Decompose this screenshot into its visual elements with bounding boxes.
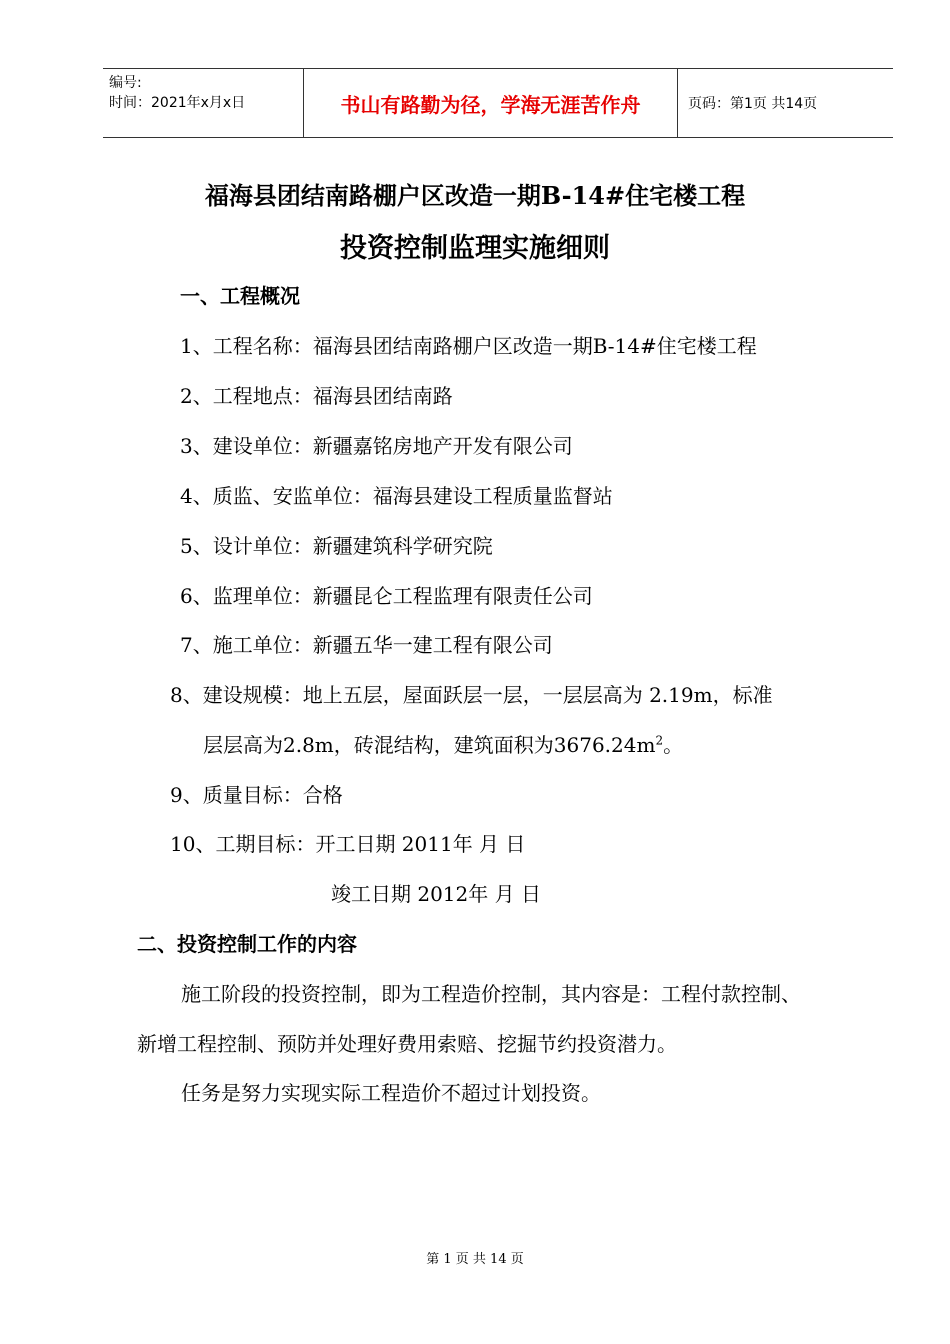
section2-para2: 任务是努力实现实际工程造价不超过计划投资。 [181, 1081, 601, 1105]
item10-line1: 10、工期目标：开工日期 2011年 月 日 [170, 832, 526, 856]
document-title-line1: 福海县团结南路棚户区改造一期B-14#住宅楼工程 [204, 181, 746, 210]
header-meta [103, 69, 304, 137]
section2-para1-line1: 施工阶段的投资控制，即为工程造价控制，其内容是：工程付款控制、 [181, 982, 801, 1006]
list-item: 7、施工单位：新疆五华一建工程有限公司 [180, 633, 553, 657]
list-item: 5、设计单位：新疆建筑科学研究院 [180, 534, 493, 558]
code-label: 编号: [109, 75, 142, 91]
item8-end: 。 [663, 733, 684, 757]
item8-line2 [203, 729, 683, 758]
header-page-info: 页码：第1页 共14页 [688, 96, 818, 112]
list-item: 2、工程地点：福海县团结南路 [180, 384, 453, 408]
list-item: 6、监理单位：新疆昆仑工程监理有限责任公司 [180, 584, 593, 608]
item10-line2: 竣工日期 2012年 月 日 [331, 882, 541, 906]
item9: 9、质量目标：合格 [170, 783, 343, 807]
document-title-line2: 投资控制监理实施细则 [340, 233, 610, 264]
section2-para1-line2: 新增工程控制、预防并处理好费用索赔、挖掘节约投资潜力。 [137, 1032, 677, 1056]
time-label: 时间：2021年x月x日 [109, 95, 246, 111]
header-motto: 书山有路勤为径，学海无涯苦作舟 [304, 69, 678, 137]
section1-heading: 一、工程概况 [180, 284, 300, 308]
section2-heading: 二、投资控制工作的内容 [137, 932, 357, 956]
item8-text: 层层高为2.8m，砖混结构，建筑面积为3676.24m [203, 733, 656, 757]
item8-line1: 8、建设规模：地上五层，屋面跃层一层，一层层高为 2.19m，标准 [170, 683, 773, 707]
page-footer: 第 1 页 共 14 页 [426, 1252, 524, 1267]
list-item: 4、质监、安监单位：福海县建设工程质量监督站 [180, 484, 613, 508]
item8-superscript: 2 [655, 733, 664, 748]
page-header [103, 68, 893, 138]
list-item: 1、工程名称：福海县团结南路棚户区改造一期B-14#住宅楼工程 [180, 334, 757, 358]
list-item: 3、建设单位：新疆嘉铭房地产开发有限公司 [180, 434, 573, 458]
